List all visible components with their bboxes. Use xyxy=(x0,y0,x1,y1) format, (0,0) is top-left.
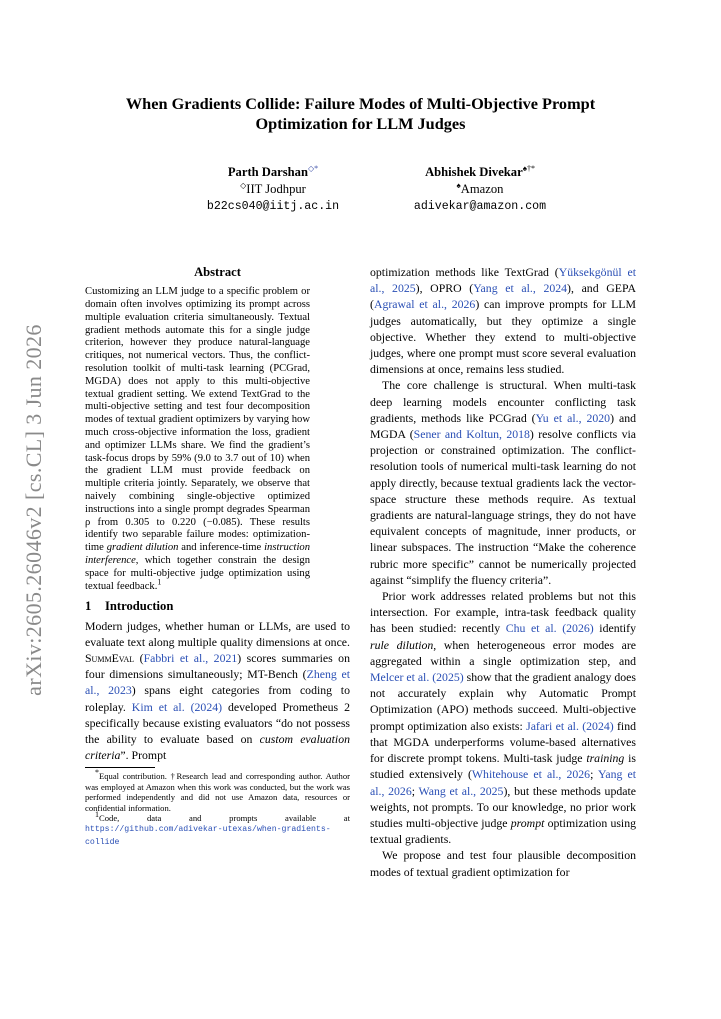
body-paragraph: We propose and test four plausible decomposition modes of textual gradient optimization for xyxy=(370,848,636,879)
author-marks: ♠†* xyxy=(522,163,535,173)
footnote-1: *Equal contribution. †Research lead and corresponding author. Author was employed at Amazon when this work was conducted, but the work was performed independently and did not use Amazon data, resources or confidential information. xyxy=(85,768,350,813)
author-affiliation: Amazon xyxy=(460,182,504,196)
title-line-2: Optimization for LLM Judges xyxy=(255,114,466,133)
citation[interactable]: Kim et al. (2024) xyxy=(131,699,223,714)
citation[interactable]: Yüksekgönül et al., 2025 xyxy=(370,265,636,296)
author-1 xyxy=(180,164,366,215)
left-column xyxy=(85,264,350,848)
citation[interactable]: Whitehouse et al., 2026 xyxy=(471,767,591,782)
citation[interactable]: Yang et al., 2024 xyxy=(473,281,568,296)
citation[interactable]: Wang et al., 2025 xyxy=(418,783,504,798)
intro-paragraph: Modern judges, whether human or LLMs, are used to evaluate text along multiple quality dimensions at once. SummEval (Fabbri et al., 2021) scores summaries on four dimensions simultaneously; MT-Bench (Zheng et al., 2023) spans eight categories from coding to roleplay. Kim et al. (2024) developed Prometheus 2 specifically because existing evaluators “do not possess the ability to evaluate based on custom evaluation criteria”. Prompt xyxy=(85,618,351,763)
author-marks: ◇* xyxy=(307,163,319,173)
section-heading-introduction: 1 Introduction xyxy=(85,599,174,614)
citation[interactable]: Melcer et al. (2025) xyxy=(370,670,464,685)
affiliation-mark: ◇ xyxy=(240,180,247,190)
author-email[interactable]: adivekar@amazon.com xyxy=(413,200,547,213)
citation[interactable]: Sener and Koltun, 2018 xyxy=(413,427,530,442)
arxiv-sidebar xyxy=(19,300,49,720)
citation[interactable]: Yu et al., 2020 xyxy=(535,410,611,425)
arxiv-identifier: arXiv:2605.26046v2 [cs.CL] 3 Jun 2026 xyxy=(21,324,46,696)
author-affiliation: IIT Jodhpur xyxy=(246,182,306,196)
author-name: Abhishek Divekar xyxy=(425,165,523,179)
body-paragraph: optimization methods like TextGrad (Yüksekgönül et al., 2025), OPRO (Yang et al., 2024), and GEPA (Agrawal et al., 2026) can improve prompts for LLM judges automatically, but they optimize a single objective. Whether they extend to multi-objective judges, where one prompt must score several evaluation dimensions at once, remains less studied. xyxy=(370,265,637,377)
author-name: Parth Darshan xyxy=(227,165,308,179)
author-email[interactable]: b22cs040@iitj.ac.in xyxy=(206,200,340,213)
right-column xyxy=(370,264,636,880)
citation[interactable]: Zheng et al., 2023 xyxy=(85,667,351,698)
abstract-body: Customizing an LLM judge to a specific problem or domain often involves optimizing its prompt across multiple evaluation criteria simultaneously. Textual gradient methods automate this for a single judge criterion, however they produce natural-language critiques, not numerical vectors. Thus, the conflict-resolution toolkit of multi-task learning (PCGrad, MGDA) does not apply to this multi-objective textual gradient setting. We extend TextGrad to the multi-objective setting and test four decomposition modes of textual gradient optimizers by varying how much cross-objective information the loss, gradient and optimizer LLMs share. We find the gradient’s task-focus drops by 59% (9.0 to 3.7 out of 10) when the gradient LLM must provide feedback on multiple criteria jointly. Separately, we observe that naively combining single-objective optimized instructions into a single prompt degrades Spearman ρ from 0.305 to 0.220 (−0.085). These results identify two separable failure modes: optimization-time gradient dilution and inference-time instruction interference, which together constrain the design space for multi-objective judge optimization using textual feedback.$^1$ xyxy=(85,286,311,592)
footnote-2: 1Code, data and prompts available at https://github.com/adivekar-utexas/when-gradients-collide xyxy=(85,810,350,847)
abstract-heading: Abstract xyxy=(194,265,241,279)
author-2 xyxy=(380,164,580,215)
citation[interactable]: Jafari et al. (2024) xyxy=(526,718,614,733)
affiliation-mark: ♠ xyxy=(456,180,461,190)
body-paragraph: Prior work addresses related problems but not this intersection. For example, intra-task feedback quality has been studied: recently Chu et al. (2026) identify rule dilution, when heterogeneous error modes are aggregated within a single optimization step, and Melcer et al. (2025) show that the gradient analogy does not accurately explain why Automatic Prompt Optimization (APO) methods succeed. Multi-objective prompt optimization also exists: Jafari et al. (2024) find that MGDA underperforms volume-based alternatives for discrete prompt tokens. Multi-task judge training is studied extensively (Whitehouse et al., 2026; Yang et al., 2026; Wang et al., 2025), but these methods update weights, not prompts. To our knowledge, no prior work studies multi-objective judge prompt optimization using textual gradients. xyxy=(370,589,637,847)
citation[interactable]: Agrawal et al., 2026 xyxy=(373,297,476,312)
citation[interactable]: Fabbri et al., 2021 xyxy=(143,650,238,665)
title-line-1: When Gradients Collide: Failure Modes of Multi-Objective Prompt xyxy=(125,94,596,113)
footnote-ref: 1 xyxy=(157,577,162,586)
paper-title xyxy=(90,94,631,134)
citation[interactable]: Chu et al. (2026) xyxy=(505,621,594,636)
footnotes xyxy=(85,768,350,848)
code-link[interactable]: https://github.com/adivekar-utexas/when-gradients-collide xyxy=(85,825,331,847)
body-paragraph: The core challenge is structural. When multi-task deep learning models encounter conflicting task gradients, methods like PCGrad (Yu et al., 2020) and MGDA (Sener and Koltun, 2018) resolve conflicts via projection or constrained optimization. The conflict-resolution tools of numerical multi-task learning do not apply directly, because textual gradients lack the vector-space structure these methods require. As textual gradients are natural-language strings, they do not have equivalent concepts of magnitude, inner products, or linear subspaces. The instruction “Make the coherence rubric more specific” cannot be numerically projected against “simplify the fluency criteria”. xyxy=(370,378,636,587)
citation[interactable]: Yang et al., 2026 xyxy=(370,767,636,798)
